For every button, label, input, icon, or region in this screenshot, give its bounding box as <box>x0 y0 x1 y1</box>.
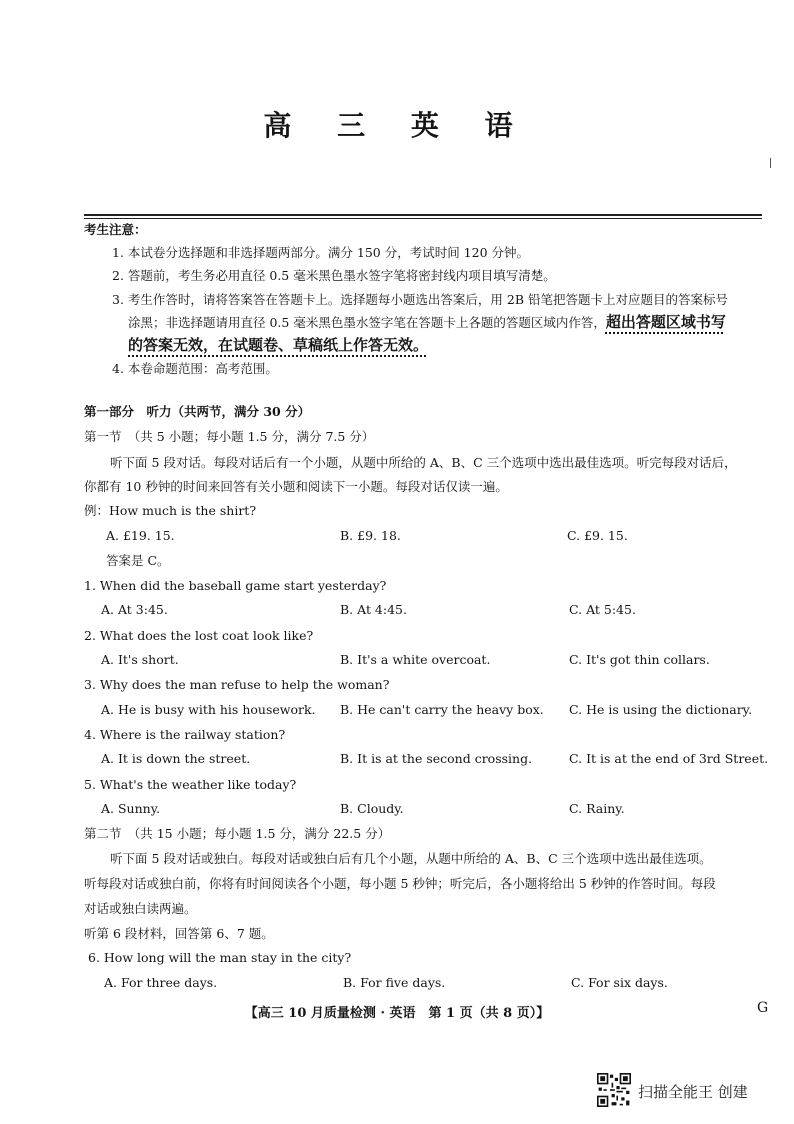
q2-option-b: B. It's a white overcoat. <box>340 652 491 667</box>
section1-instructions-1: 听下面 5 段对话。每段对话后有一个小题，从题中所给的 A、B、C 三个选项中选出最佳选项。听完每段对话后， <box>110 455 737 470</box>
header-rule-thin <box>84 218 762 219</box>
qr-code-icon <box>597 1073 631 1107</box>
part1-heading: 第一部分 听力（共两节，满分 30 分） <box>84 404 311 419</box>
q1-option-c: C. At 5:45. <box>569 602 636 617</box>
question-5: 5. What's the weather like today? <box>84 777 297 792</box>
emphasis-text-1: 超出答题区域书写 <box>605 313 726 331</box>
notice-item-2: 2. 答题前，考生务必用直径 0.5 毫米黑色墨水签字笔将密封线内项目填写清楚。 <box>112 268 556 283</box>
example-option-b: B. £9. 18. <box>340 528 401 543</box>
margin-mark <box>770 158 771 168</box>
header-rule <box>84 214 762 216</box>
q5-option-c: C. Rainy. <box>569 801 625 816</box>
q6-option-b: B. For five days. <box>343 975 446 990</box>
example-option-a: A. £19. 15. <box>106 528 175 543</box>
notice-item-3: 3. 考生作答时，请将答案答在答题卡上。选择题每小题选出答案后，用 2B 铅笔把答题卡上对应题目的答案标号 <box>112 292 728 307</box>
q2-option-c: C. It's got thin collars. <box>569 652 710 667</box>
question-2: 2. What does the lost coat look like? <box>84 628 314 643</box>
section1-instructions-2: 你都有 10 秒钟的时间来回答有关小题和阅读下一小题。每段对话仅读一遍。 <box>84 479 508 494</box>
section2-heading: 第二节 （共 15 小题；每小题 1.5 分，满分 22.5 分） <box>84 826 391 841</box>
q4-option-a: A. It is down the street. <box>101 751 251 766</box>
section1-heading: 第一节 （共 5 小题；每小题 1.5 分，满分 7.5 分） <box>84 429 375 444</box>
example-answer: 答案是 C。 <box>106 553 170 568</box>
version-mark: G <box>757 1000 769 1016</box>
section2-instructions-1: 听下面 5 段对话或独白。每段对话或独白后有几个小题，从题中所给的 A、B、C 三个选项中选出最佳选项。 <box>110 851 712 866</box>
q1-option-b: B. At 4:45. <box>340 602 407 617</box>
q3-option-b: B. He can't carry the heavy box. <box>340 702 544 717</box>
question-4: 4. Where is the railway station? <box>84 727 286 742</box>
page-footer: 【高三 10 月质量检测 · 英语 第 1 页（共 8 页）】 <box>244 1006 550 1021</box>
notice-item-1: 1. 本试卷分选择题和非选择题两部分。满分 150 分，考试时间 120 分钟。 <box>112 245 530 260</box>
section2-instructions-3: 对话或独白读两遍。 <box>84 901 197 916</box>
q2-option-a: A. It's short. <box>101 652 179 667</box>
example-option-c: C. £9. 15. <box>567 528 628 543</box>
q3-option-a: A. He is busy with his housework. <box>101 702 316 717</box>
notice-item-3-cont <box>128 314 726 331</box>
example-question: 例：How much is the shirt? <box>84 503 257 518</box>
scanner-watermark-text: 扫描全能王 创建 <box>638 1083 748 1101</box>
emphasis-text-2: 的答案无效，在试题卷、草稿纸上作答无效。 <box>128 336 429 354</box>
q4-option-c: C. It is at the end of 3rd Street. <box>569 751 769 766</box>
notice-heading: 考生注意： <box>84 222 147 237</box>
q5-option-b: B. Cloudy. <box>340 801 404 816</box>
section2-instructions-2: 听每段对话或独白前，你将有时间阅读各个小题，每小题 5 秒钟；听完后，各小题将给出 5 秒钟的作答时间。每段 <box>84 876 716 891</box>
q3-option-c: C. He is using the dictionary. <box>569 702 753 717</box>
notice-item-3-line2: 涂黑；非选择题请用直径 0.5 毫米黑色墨水签字笔在答题卡上各题的答题区域内作答， <box>128 315 606 330</box>
notice-item-4: 4. 本卷命题范围：高考范围。 <box>112 361 278 376</box>
q5-option-a: A. Sunny. <box>101 801 161 816</box>
exam-title: 高 三 英 语 <box>263 109 531 142</box>
q6-option-c: C. For six days. <box>571 975 668 990</box>
q1-option-a: A. At 3:45. <box>101 602 168 617</box>
q4-option-b: B. It is at the second crossing. <box>340 751 533 766</box>
material-6-heading: 听第 6 段材料，回答第 6、7 题。 <box>84 926 274 941</box>
question-6: 6. How long will the man stay in the city? <box>88 950 352 965</box>
q6-option-a: A. For three days. <box>104 975 218 990</box>
question-3: 3. Why does the man refuse to help the woman? <box>84 677 390 692</box>
question-1: 1. When did the baseball game start yesterday? <box>84 578 387 593</box>
